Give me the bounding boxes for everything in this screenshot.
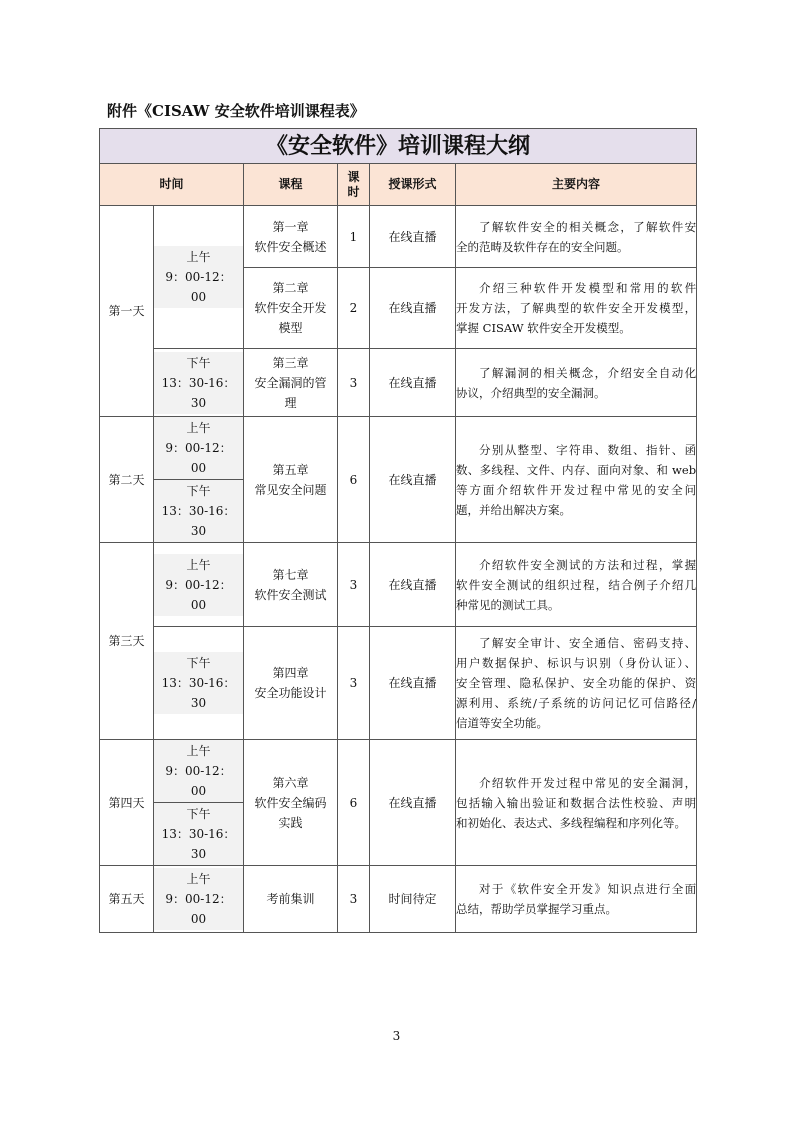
- table-row: [100, 206, 697, 268]
- session-time: 9：00-12：00: [165, 270, 232, 304]
- hours-cell: 1: [338, 206, 370, 268]
- content-line: 用户数据保护、标识与识别（身份认证）、: [456, 656, 697, 670]
- title-row: [100, 129, 697, 164]
- content-line: 包括输入输出验证和数据合法性校验、声明: [456, 795, 697, 810]
- course-cell: [244, 627, 338, 740]
- course-line: 软件安全编码: [254, 795, 327, 810]
- hours-cell: 6: [338, 740, 370, 866]
- content-line: 题，并给出解决方案。: [456, 502, 571, 517]
- schedule-table: [99, 128, 697, 933]
- session-period: 上午: [186, 557, 211, 572]
- content-line: 和初始化、表达式、多线程编程和序列化等。: [456, 815, 686, 830]
- session-time: 9：00-12：00: [165, 764, 232, 798]
- content-cell: [456, 417, 697, 543]
- session-cell: [154, 543, 244, 627]
- session-block: [154, 652, 243, 714]
- content-line: 全的范畴及软件存在的安全问题。: [456, 239, 629, 254]
- session-period: 下午: [186, 656, 211, 670]
- session-block: [154, 480, 243, 542]
- content-line: 对于《软件安全开发》知识点进行全面: [479, 882, 697, 896]
- content-line: 安全管理、隐私保护、安全功能的保护、资: [456, 676, 697, 690]
- session-cell: [154, 417, 244, 480]
- content-line: 了解安全审计、安全通信、密码支持、: [479, 636, 697, 650]
- table-row: [100, 543, 697, 627]
- content-cell: [456, 627, 697, 740]
- format-cell: 在线直播: [370, 543, 456, 627]
- session-time: 9：00-12：00: [165, 892, 232, 926]
- content-line: 掌握 CISAW 软件安全开发模型。: [456, 321, 631, 335]
- content-line: 了解漏洞的相关概念，介绍安全自动化: [479, 365, 697, 380]
- session-period: 上午: [186, 421, 211, 435]
- course-line: 第三章: [272, 355, 309, 370]
- content-line: 软件安全测试的组织过程，结合例子介绍几: [456, 577, 697, 592]
- session-period: 下午: [186, 484, 211, 498]
- hours-cell: 6: [338, 417, 370, 543]
- content-cell: [456, 349, 697, 417]
- session-block: [154, 417, 243, 479]
- table-row: [100, 627, 697, 740]
- content-line: 源利用、系统/子系统的访问记忆可信路径/: [456, 696, 697, 710]
- course-line: 模型: [278, 321, 303, 335]
- session-block: [154, 246, 243, 308]
- session-cell: [154, 866, 244, 933]
- course-line: 安全功能设计: [254, 686, 327, 700]
- day-cell: 第二天: [100, 417, 154, 543]
- session-period: 上午: [186, 872, 211, 886]
- header-format: 授课形式: [370, 164, 456, 206]
- table-row: [100, 349, 697, 417]
- course-cell: [244, 417, 338, 543]
- session-cell: [154, 480, 244, 543]
- header-content: 主要内容: [456, 164, 697, 206]
- content-line: 协议，介绍典型的安全漏洞。: [456, 385, 606, 400]
- session-block: [154, 554, 243, 616]
- table-row: [100, 866, 697, 933]
- session-period: 上午: [186, 250, 211, 264]
- course-cell: [244, 866, 338, 933]
- content-line: 等方面介绍软件开发过程中常见的安全问: [456, 482, 697, 497]
- content-line: 数、多线程、文件、内存、面向对象、和 web: [456, 462, 697, 477]
- course-line: 软件安全测试: [254, 587, 327, 602]
- session-block: [154, 868, 243, 930]
- format-cell: 在线直播: [370, 349, 456, 417]
- format-cell: 在线直播: [370, 206, 456, 268]
- content-cell: [456, 866, 697, 933]
- course-line: 第四章: [272, 666, 309, 680]
- session-block: [154, 803, 243, 865]
- table-title: 《安全软件》培训课程大纲: [100, 129, 697, 164]
- format-cell: 在线直播: [370, 627, 456, 740]
- hours-cell: 2: [338, 268, 370, 349]
- session-cell: [154, 803, 244, 866]
- content-line: 介绍三种软件开发模型和常用的软件: [479, 281, 697, 295]
- session-time: 13：30-16：30: [161, 827, 236, 861]
- content-line: 了解软件安全的相关概念，了解软件安: [479, 219, 697, 234]
- course-cell: [244, 268, 338, 349]
- header-hours: [338, 164, 370, 206]
- session-period: 下午: [186, 355, 211, 370]
- course-cell: [244, 740, 338, 866]
- course-cell: [244, 543, 338, 627]
- page-number: 3: [392, 1029, 401, 1043]
- table-row: [100, 417, 697, 480]
- course-line: 考前集训: [266, 892, 315, 906]
- session-cell: [154, 206, 244, 349]
- session-time: 13：30-16：30: [161, 676, 236, 710]
- hours-cell: 3: [338, 627, 370, 740]
- format-cell: 在线直播: [370, 740, 456, 866]
- content-line: 信道等安全功能。: [456, 716, 548, 730]
- header-course: 课程: [244, 164, 338, 206]
- day-cell: 第三天: [100, 543, 154, 740]
- day-cell: 第五天: [100, 866, 154, 933]
- session-period: 下午: [186, 807, 211, 821]
- format-cell: 在线直播: [370, 268, 456, 349]
- content-cell: [456, 206, 697, 268]
- course-cell: [244, 206, 338, 268]
- course-line: 实践: [278, 815, 303, 830]
- session-cell: [154, 740, 244, 803]
- content-line: 分别从整型、字符串、数组、指针、函: [479, 442, 697, 457]
- session-time: 13：30-16：30: [161, 504, 236, 538]
- session-cell: [154, 349, 244, 417]
- hours-cell: 3: [338, 866, 370, 933]
- course-cell: [244, 349, 338, 417]
- course-line: 软件安全概述: [254, 239, 327, 254]
- content-line: 种常见的测试工具。: [456, 597, 560, 612]
- content-cell: [456, 268, 697, 349]
- content-line: 总结，帮助学员掌握学习重点。: [456, 902, 617, 916]
- content-cell: [456, 740, 697, 866]
- session-time: 13：30-16：30: [161, 375, 236, 410]
- table-row: [100, 740, 697, 803]
- day-cell: 第一天: [100, 206, 154, 417]
- course-line: 理: [284, 395, 297, 410]
- course-line: 第七章: [272, 567, 309, 582]
- course-line: 第六章: [272, 775, 309, 790]
- content-cell: [456, 543, 697, 627]
- course-line: 常见安全问题: [254, 482, 327, 497]
- course-line: 第一章: [272, 219, 309, 234]
- content-line: 介绍软件安全测试的方法和过程，掌握: [479, 557, 697, 572]
- content-line: 介绍软件开发过程中常见的安全漏洞，: [479, 775, 697, 790]
- header-hours-line: 时: [347, 184, 360, 199]
- page-caption: 附件《CISAW 安全软件培训课程表》: [107, 102, 365, 120]
- day-cell: 第四天: [100, 740, 154, 866]
- session-time: 9：00-12：00: [165, 441, 232, 475]
- session-block: [154, 740, 243, 802]
- course-line: 第五章: [272, 462, 309, 477]
- content-line: 开发方法，了解典型的软件安全开发模型，: [456, 301, 697, 315]
- header-time: 时间: [100, 164, 244, 206]
- format-cell: 在线直播: [370, 417, 456, 543]
- hours-cell: 3: [338, 349, 370, 417]
- course-line: 软件安全开发: [254, 301, 327, 315]
- hours-cell: 3: [338, 543, 370, 627]
- header-hours-line: 课: [347, 169, 360, 184]
- course-line: 安全漏洞的管: [254, 375, 327, 390]
- format-cell: 时间待定: [370, 866, 456, 933]
- session-period: 上午: [186, 744, 211, 758]
- course-line: 第二章: [272, 281, 309, 295]
- session-cell: [154, 627, 244, 740]
- session-block: [154, 352, 243, 414]
- session-time: 9：00-12：00: [165, 577, 232, 612]
- header-row: [100, 164, 697, 206]
